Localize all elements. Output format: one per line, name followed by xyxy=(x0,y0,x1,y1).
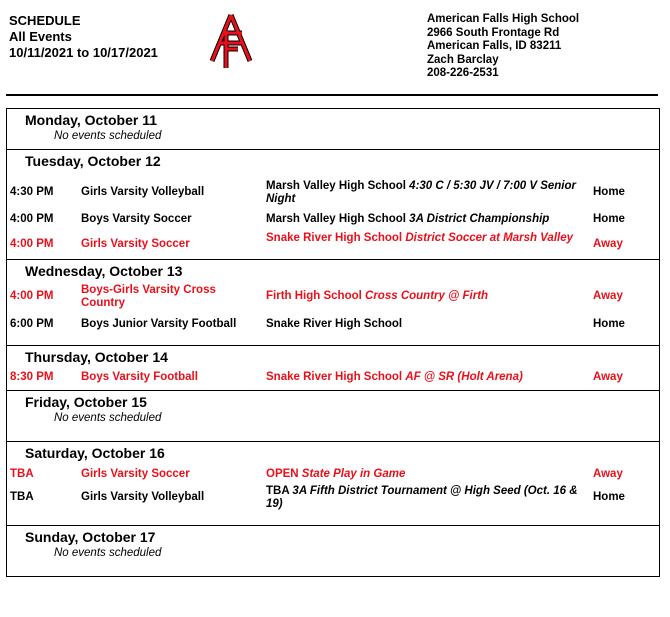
school-street: 2966 South Frontage Rd xyxy=(427,26,560,39)
event-time: 4:00 PM xyxy=(10,290,54,302)
day-block xyxy=(7,525,659,577)
no-events-text: No events scheduled xyxy=(54,547,162,559)
event-site: Home xyxy=(593,318,625,330)
event-site: Home xyxy=(593,213,625,225)
event-site: Away xyxy=(593,290,623,302)
event-team: Girls Varsity Soccer xyxy=(81,238,190,250)
day-block xyxy=(7,149,659,259)
event-time: 4:00 PM xyxy=(10,238,54,250)
day-title: Monday, October 11 xyxy=(25,112,157,128)
day-title: Thursday, October 14 xyxy=(25,349,168,365)
event-opponent: Snake River High School District Soccer at Marsh Valley xyxy=(266,232,574,244)
day-block xyxy=(7,345,659,390)
event-time: TBA xyxy=(10,468,34,480)
event-opponent: OPEN State Play in Game xyxy=(266,468,406,480)
event-opponent: Marsh Valley High School 4:30 C / 5:30 JV / 7:00 V Senior Night xyxy=(266,180,577,205)
day-block xyxy=(7,108,659,149)
event-opponent: Snake River High School AF @ SR (Holt Arena) xyxy=(266,371,523,383)
header-divider xyxy=(6,94,658,96)
day-block xyxy=(7,390,659,441)
event-site: Away xyxy=(593,468,623,480)
day-title: Saturday, October 16 xyxy=(25,445,165,461)
report-header xyxy=(9,13,158,61)
event-opponent: Marsh Valley High School 3A District Championship xyxy=(266,213,550,225)
event-time: TBA xyxy=(10,491,34,503)
contact-name: Zach Barclay xyxy=(427,53,499,66)
event-site: Away xyxy=(593,238,623,250)
event-team: Girls Varsity Soccer xyxy=(81,468,190,480)
report-subtitle: All Events xyxy=(9,29,72,44)
event-opponent: Firth High School Cross Country @ Firth xyxy=(266,290,489,302)
event-team: Girls Varsity Volleyball xyxy=(81,491,205,503)
school-city: American Falls, ID 83211 xyxy=(427,40,562,52)
event-time: 4:30 PM xyxy=(10,186,54,198)
event-team: Boys-Girls Varsity Cross Country xyxy=(81,284,216,309)
event-time: 8:30 PM xyxy=(10,371,54,383)
event-team: Boys Varsity Football xyxy=(81,371,198,383)
event-team: Girls Varsity Volleyball xyxy=(81,186,205,198)
event-site: Away xyxy=(593,371,623,383)
event-opponent: TBA 3A Fifth District Tournament @ High Seed (Oct. 16 & 19) xyxy=(266,485,578,510)
no-events-text: No events scheduled xyxy=(54,412,162,424)
schedule-table xyxy=(6,108,660,577)
no-events-text: No events scheduled xyxy=(54,130,162,142)
day-block xyxy=(7,441,659,525)
day-title: Wednesday, October 13 xyxy=(25,263,183,279)
day-title: Sunday, October 17 xyxy=(25,529,156,545)
event-time: 4:00 PM xyxy=(10,213,54,225)
school-address xyxy=(427,13,579,81)
event-team: Boys Varsity Soccer xyxy=(81,213,192,225)
school-name: American Falls High School xyxy=(427,13,580,25)
event-site: Home xyxy=(593,186,625,198)
day-title: Tuesday, October 12 xyxy=(25,153,161,169)
school-logo-icon xyxy=(206,11,256,71)
day-title: Friday, October 15 xyxy=(25,394,147,410)
event-opponent: Snake River High School xyxy=(266,318,403,330)
event-time: 6:00 PM xyxy=(10,318,54,330)
contact-phone: 208-226-2531 xyxy=(427,67,499,79)
report-title: SCHEDULE xyxy=(9,13,81,28)
day-block xyxy=(7,259,659,345)
event-site: Home xyxy=(593,491,625,503)
event-team: Boys Junior Varsity Football xyxy=(81,318,237,330)
date-range: 10/11/2021 to 10/17/2021 xyxy=(9,45,158,60)
